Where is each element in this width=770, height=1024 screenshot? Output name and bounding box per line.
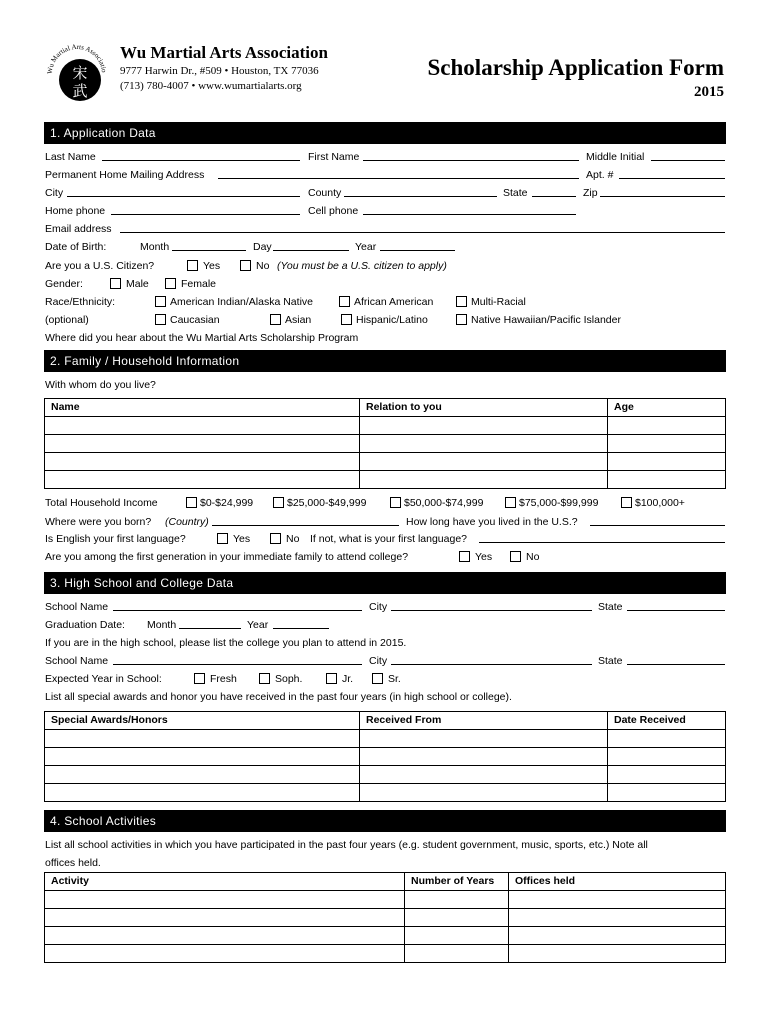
grad-year-label: Year — [247, 619, 269, 631]
school-city-label: City — [369, 601, 388, 613]
college-city-label: City — [369, 655, 388, 667]
address-label: Permanent Home Mailing Address — [45, 169, 205, 181]
cell-phone-field[interactable] — [363, 205, 576, 215]
logo-arc-text: Wu Martial Arts Associatio — [45, 42, 108, 75]
organization-contact: (713) 780-4007 • www.wumartialarts.org — [120, 80, 302, 92]
school-state-field[interactable] — [627, 601, 725, 611]
race-option: Caucasian — [170, 314, 220, 326]
hear-about-question: Where did you hear about the Wu Martial Arts Scholarship Program — [45, 332, 359, 344]
logo-character: 宋 — [72, 64, 88, 82]
first-language-field[interactable] — [479, 533, 725, 543]
table-row — [45, 435, 726, 453]
year-sr-checkbox[interactable] — [372, 673, 383, 684]
income-label: Total Household Income — [45, 497, 158, 509]
college-name-field[interactable] — [113, 655, 362, 665]
zip-field[interactable] — [600, 187, 725, 197]
table-row — [45, 748, 726, 766]
live-with-question: With whom do you live? — [45, 379, 156, 391]
activities-header-offices: Offices held — [509, 873, 726, 891]
section-family-header: 2. Family / Household Information — [44, 350, 726, 372]
household-header-relation: Relation to you — [360, 399, 608, 417]
table-row — [45, 927, 726, 945]
how-long-question: How long have you lived in the U.S.? — [406, 516, 578, 528]
income-option: $25,000-$49,999 — [287, 497, 367, 509]
school-name-field[interactable] — [113, 601, 362, 611]
income-checkbox[interactable] — [621, 497, 632, 508]
zip-label: Zip — [583, 187, 598, 199]
last-name-label: Last Name — [45, 151, 96, 163]
table-row — [45, 945, 726, 963]
email-label: Email address — [45, 223, 112, 235]
association-logo — [40, 36, 110, 106]
college-name-label: School Name — [45, 655, 109, 667]
organization-name: Wu Martial Arts Association — [120, 43, 328, 62]
county-label: County — [308, 187, 342, 199]
dob-month-field[interactable] — [172, 241, 246, 251]
first-gen-no-label: No — [526, 551, 540, 563]
table-row — [45, 766, 726, 784]
year-option: Jr. — [342, 673, 354, 685]
middle-initial-label: Middle Initial — [586, 151, 645, 163]
citizen-no-checkbox[interactable] — [240, 260, 251, 271]
born-country-hint: (Country) — [165, 516, 209, 528]
first-gen-no-checkbox[interactable] — [510, 551, 521, 562]
state-field[interactable] — [532, 187, 576, 197]
city-field[interactable] — [67, 187, 300, 197]
english-question: Is English your first language? — [45, 533, 186, 545]
table-row — [45, 909, 726, 927]
year-soph-checkbox[interactable] — [259, 673, 270, 684]
section-activities-header: 4. School Activities — [44, 810, 726, 832]
year-jr-checkbox[interactable] — [326, 673, 337, 684]
organization-address: 9777 Harwin Dr., #509 • Houston, TX 77036 — [120, 65, 319, 77]
first-gen-yes-checkbox[interactable] — [459, 551, 470, 562]
race-label: Race/Ethnicity: — [45, 296, 116, 308]
school-state-label: State — [598, 601, 623, 613]
year-option: Fresh — [210, 673, 237, 685]
awards-header-date: Date Received — [608, 712, 726, 730]
table-row — [45, 730, 726, 748]
school-city-field[interactable] — [391, 601, 592, 611]
race-checkbox[interactable] — [155, 296, 166, 307]
year-fresh-checkbox[interactable] — [194, 673, 205, 684]
college-state-field[interactable] — [627, 655, 725, 665]
expected-year-label: Expected Year in School: — [45, 673, 162, 685]
logo-character: 武 — [72, 82, 88, 100]
citizen-yes-label: Yes — [203, 260, 221, 272]
activities-header-years: Number of Years — [405, 873, 509, 891]
race-option: African American — [354, 296, 434, 308]
english-no-checkbox[interactable] — [270, 533, 281, 544]
grad-month-field[interactable] — [179, 619, 241, 629]
county-field[interactable] — [344, 187, 497, 197]
activities-instruction-cont: offices held. — [45, 857, 101, 869]
last-name-field[interactable] — [102, 151, 300, 161]
grad-month-label: Month — [147, 619, 177, 631]
household-table — [44, 398, 726, 489]
table-row — [45, 891, 726, 909]
apt-field[interactable] — [619, 169, 725, 179]
dob-month-label: Month — [140, 241, 170, 253]
income-option: $75,000-$99,999 — [519, 497, 599, 509]
born-question: Where were you born? — [45, 516, 152, 528]
gender-label: Gender: — [45, 278, 83, 290]
gender-male-checkbox[interactable] — [110, 278, 121, 289]
table-row — [45, 784, 726, 802]
race-checkbox[interactable] — [341, 314, 352, 325]
income-checkbox[interactable] — [390, 497, 401, 508]
first-name-field[interactable] — [363, 151, 579, 161]
apt-label: Apt. # — [586, 169, 614, 181]
first-gen-yes-label: Yes — [475, 551, 493, 563]
year-option: Soph. — [275, 673, 303, 685]
awards-header-award: Special Awards/Honors — [45, 712, 360, 730]
race-option: Hispanic/Latino — [356, 314, 428, 326]
income-option: $0-$24,999 — [200, 497, 254, 509]
address-field[interactable] — [218, 169, 579, 179]
cell-phone-label: Cell phone — [308, 205, 359, 217]
household-header-age: Age — [608, 399, 726, 417]
gender-female-checkbox[interactable] — [165, 278, 176, 289]
english-yes-label: Yes — [233, 533, 251, 545]
race-checkbox[interactable] — [270, 314, 281, 325]
citizen-no-label: No — [256, 260, 270, 272]
race-checkbox[interactable] — [456, 296, 467, 307]
state-label: State — [503, 187, 528, 199]
race-checkbox[interactable] — [339, 296, 350, 307]
form-year: 2015 — [694, 84, 724, 100]
table-row — [45, 417, 726, 435]
activities-header-activity: Activity — [45, 873, 405, 891]
year-option: Sr. — [388, 673, 401, 685]
race-option: Multi-Racial — [471, 296, 526, 308]
dob-year-field[interactable] — [380, 241, 455, 251]
born-field[interactable] — [212, 516, 399, 526]
grad-date-label: Graduation Date: — [45, 619, 125, 631]
income-option: $100,000+ — [635, 497, 685, 509]
income-checkbox[interactable] — [273, 497, 284, 508]
table-row — [45, 471, 726, 489]
race-option: American Indian/Alaska Native — [170, 296, 313, 308]
dob-year-label: Year — [355, 241, 377, 253]
citizen-note: (You must be a U.S. citizen to apply) — [277, 260, 447, 272]
race-option: Native Hawaiian/Pacific Islander — [471, 314, 621, 326]
awards-table — [44, 711, 726, 802]
dob-day-label: Day — [253, 241, 272, 253]
race-option: Asian — [285, 314, 312, 326]
dob-day-field[interactable] — [273, 241, 349, 251]
dob-label: Date of Birth: — [45, 241, 107, 253]
gender-female-label: Female — [181, 278, 217, 290]
school-name-label: School Name — [45, 601, 109, 613]
table-row — [45, 453, 726, 471]
home-phone-label: Home phone — [45, 205, 106, 217]
household-header-name: Name — [45, 399, 360, 417]
middle-initial-field[interactable] — [651, 151, 725, 161]
email-field[interactable] — [120, 223, 725, 233]
english-no-label: No — [286, 533, 300, 545]
city-label: City — [45, 187, 64, 199]
race-checkbox[interactable] — [155, 314, 166, 325]
income-checkbox[interactable] — [186, 497, 197, 508]
grad-year-field[interactable] — [273, 619, 329, 629]
english-yes-checkbox[interactable] — [217, 533, 228, 544]
awards-instruction: List all special awards and honor you have received in the past four years (in high school or college). — [45, 691, 512, 703]
activities-table — [44, 872, 726, 963]
race-checkbox[interactable] — [456, 314, 467, 325]
income-checkbox[interactable] — [505, 497, 516, 508]
citizen-question: Are you a U.S. Citizen? — [45, 260, 155, 272]
citizen-yes-checkbox[interactable] — [187, 260, 198, 271]
first-gen-question: Are you among the first generation in your immediate family to attend college? — [45, 551, 409, 563]
race-optional-note: (optional) — [45, 314, 89, 326]
form-title: Scholarship Application Form — [427, 55, 724, 80]
income-option: $50,000-$74,999 — [404, 497, 484, 509]
awards-header-from: Received From — [360, 712, 608, 730]
home-phone-field[interactable] — [111, 205, 300, 215]
activities-instruction: List all school activities in which you have participated in the past four years (e.g. student government, music, sports, etc.) Note all — [45, 839, 648, 851]
how-long-field[interactable] — [590, 516, 725, 526]
college-state-label: State — [598, 655, 623, 667]
first-name-label: First Name — [308, 151, 360, 163]
college-plan-instruction: If you are in the high school, please list the college you plan to attend in 2015. — [45, 637, 407, 649]
section-school-header: 3. High School and College Data — [44, 572, 726, 594]
section-application-data-header: 1. Application Data — [44, 122, 726, 144]
college-city-field[interactable] — [391, 655, 592, 665]
gender-male-label: Male — [126, 278, 149, 290]
first-language-question: If not, what is your first language? — [310, 533, 468, 545]
